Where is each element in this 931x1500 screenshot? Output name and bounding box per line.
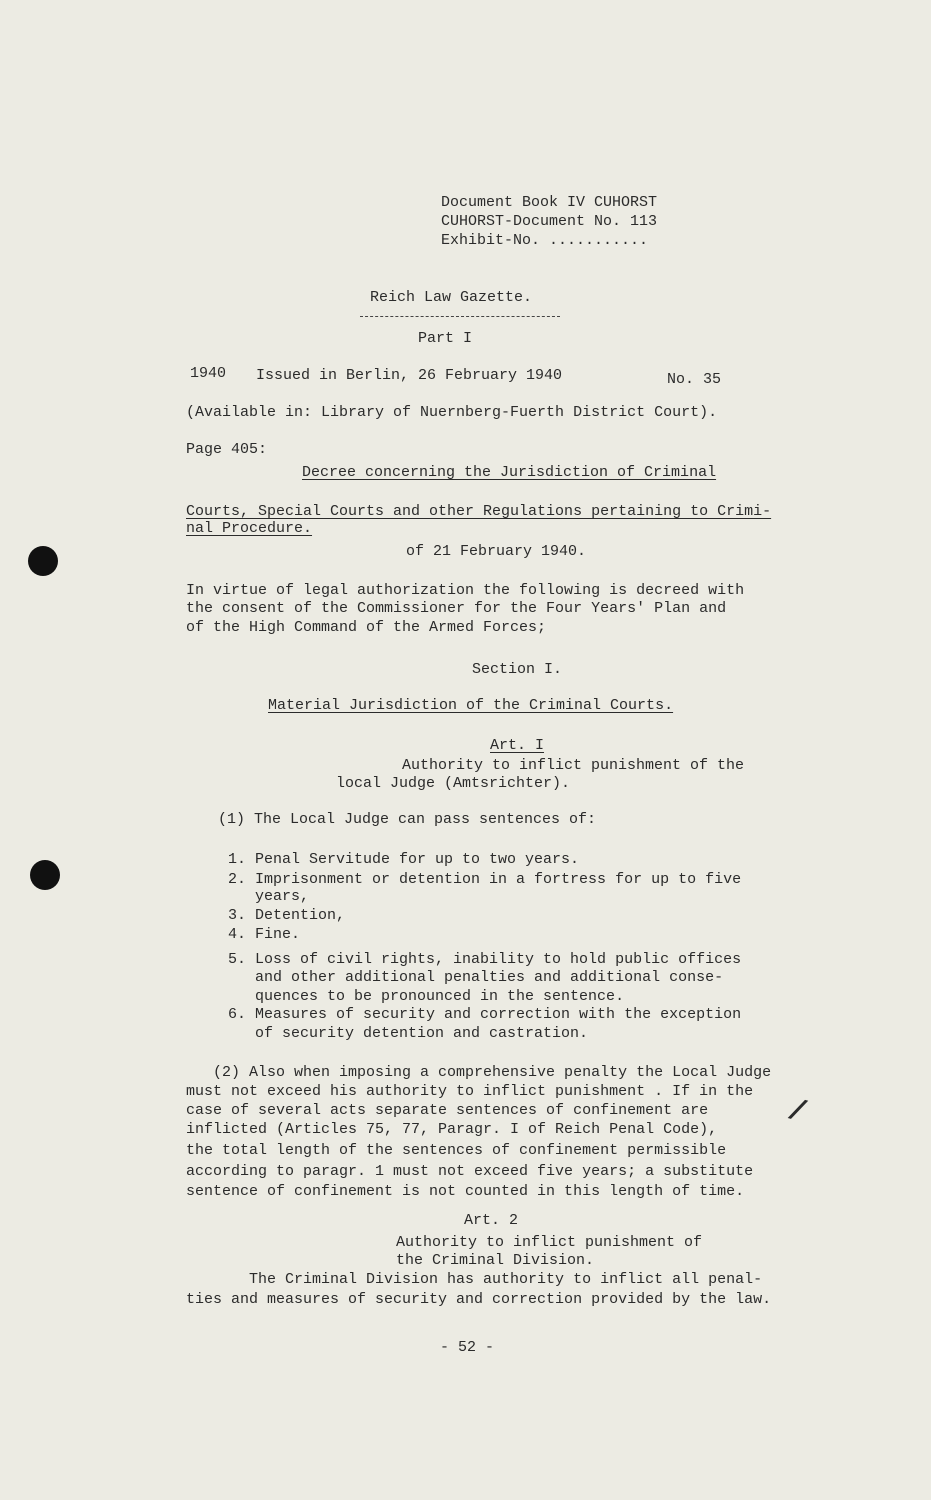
art1-subtitle-line1: Authority to inflict punishment of the [402,757,745,774]
art1-list-item: quences to be pronounced in the sentence. [228,988,625,1005]
art2-subtitle-line1: Authority to inflict punishment of [396,1234,703,1251]
art1-list-item: years, [228,888,310,905]
art1-list-item: 6. Measures of security and correction with the exception [228,1006,742,1023]
art2-subtitle-line2: the Criminal Division. [396,1252,595,1269]
art1-paragraph2-line: inflicted (Articles 75, 77, Paragr. I of Reich Penal Code), [186,1121,718,1138]
art2-body-line: ties and measures of security and correction provided by the law. [186,1291,772,1308]
preamble-line: of the High Command of the Armed Forces; [186,619,547,636]
art2-body-line: The Criminal Division has authority to inflict all penal- [186,1271,763,1288]
art1-paragraph2-line: (2) Also when imposing a comprehensive penalty the Local Judge [186,1064,772,1081]
art2-heading: Art. 2 [464,1212,519,1229]
gazette-title: Reich Law Gazette. [370,289,533,306]
art1-paragraph2-line: must not exceed his authority to inflict punishment . If in the [186,1083,754,1100]
art1-subtitle-line2: local Judge (Amtsrichter). [336,775,571,792]
art1-paragraph2-line: sentence of confinement is not counted in this length of time. [186,1183,745,1200]
art1-list-item: 3. Detention, [228,907,346,924]
gazette-number: No. 35 [667,371,722,388]
art1-list-item: 5. Loss of civil rights, inability to hold public offices [228,951,742,968]
decree-title-line1: Decree concerning the Jurisdiction of Criminal [302,464,717,481]
decree-date: of 21 February 1940. [406,543,587,560]
art1-heading: Art. I [490,737,545,754]
page-number: - 52 - [440,1339,495,1356]
art1-paragraph2-line: according to paragr. 1 must not exceed five years; a substitute [186,1163,754,1180]
section-title: Material Jurisdiction of the Criminal Courts. [268,697,674,714]
art1-paragraph1: (1) The Local Judge can pass sentences of: [218,811,597,828]
gazette-year: 1940 [190,365,227,382]
art1-list-item: of security detention and castration. [228,1025,589,1042]
margin-slash-mark: / [783,1094,811,1132]
page-reference: Page 405: [186,441,268,458]
decree-title-line2: Courts, Special Courts and other Regulations pertaining to Crimi- [186,503,772,520]
art1-paragraph2-line: case of several acts separate sentences of confinement are [186,1102,709,1119]
punch-hole-lower [30,860,60,890]
gazette-issued: Issued in Berlin, 26 February 1940 [256,367,563,384]
art1-list-item: and other additional penalties and additional conse- [228,969,724,986]
preamble-line: In virtue of legal authorization the following is decreed with [186,582,745,599]
decree-title-line3: nal Procedure. [186,520,313,537]
preamble-line: the consent of the Commissioner for the Four Years' Plan and [186,600,727,617]
punch-hole-upper [28,546,58,576]
art1-list-item: 4. Fine. [228,926,301,943]
availability-note: (Available in: Library of Nuernberg-Fuerth District Court). [186,404,718,421]
art1-list-item: 1. Penal Servitude for up to two years. [228,851,580,868]
section-heading: Section I. [472,661,563,678]
art1-list-item: 2. Imprisonment or detention in a fortress for up to five [228,871,742,888]
title-rule [360,316,560,317]
doc-book-line: Document Book IV CUHORST [441,194,658,211]
exhibit-number-line: Exhibit-No. ........... [441,232,649,249]
gazette-part: Part I [418,330,473,347]
art1-paragraph2-line: the total length of the sentences of confinement permissible [186,1142,727,1159]
doc-number-line: CUHORST-Document No. 113 [441,213,658,230]
